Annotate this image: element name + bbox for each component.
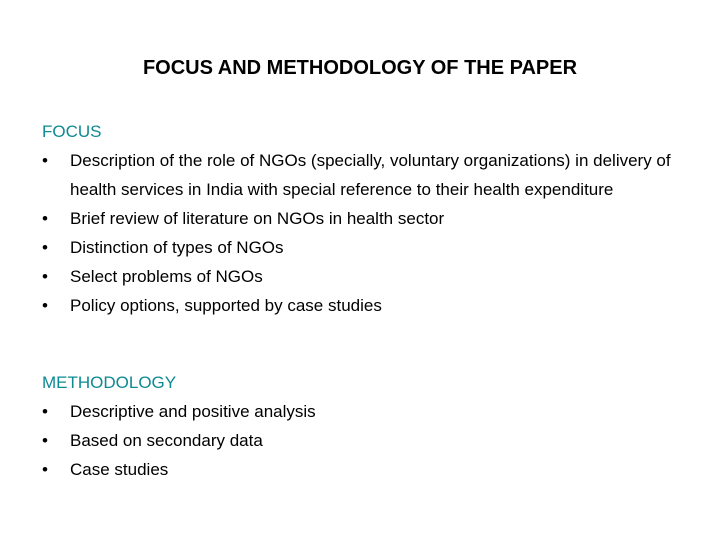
- methodology-section: [42, 368, 692, 484]
- bullet-icon: •: [42, 431, 48, 450]
- focus-heading: FOCUS: [42, 122, 102, 141]
- list-item: [42, 146, 692, 204]
- list-item-text: Based on secondary data: [70, 431, 263, 450]
- list-item-text: Descriptive and positive analysis: [70, 402, 316, 421]
- list-item-text: Brief review of literature on NGOs in health sector: [70, 209, 445, 228]
- bullet-icon: •: [42, 209, 48, 228]
- list-item: [42, 233, 692, 262]
- methodology-list: [42, 397, 692, 484]
- bullet-icon: •: [42, 238, 48, 257]
- list-item-text: Case studies: [70, 460, 169, 479]
- list-item: [42, 397, 692, 426]
- bullet-icon: •: [42, 460, 48, 479]
- list-item-text: Description of the role of NGOs (specially, voluntary organizations) in delivery of health services in India with special reference to their health expenditure: [70, 151, 671, 199]
- slide-title: FOCUS AND METHODOLOGY OF THE PAPER: [142, 57, 578, 79]
- methodology-heading: METHODOLOGY: [42, 373, 177, 392]
- list-item: [42, 291, 692, 320]
- bullet-icon: •: [42, 402, 48, 421]
- list-item: [42, 204, 692, 233]
- list-item-text: Policy options, supported by case studies: [70, 296, 382, 315]
- list-item: [42, 455, 692, 484]
- focus-list: [42, 146, 692, 320]
- focus-section: [42, 117, 692, 320]
- list-item-text: Select problems of NGOs: [70, 267, 263, 286]
- list-item: [42, 426, 692, 455]
- bullet-icon: •: [42, 296, 48, 315]
- bullet-icon: •: [42, 151, 48, 170]
- list-item-text: Distinction of types of NGOs: [70, 238, 284, 257]
- bullet-icon: •: [42, 267, 48, 286]
- list-item: [42, 262, 692, 291]
